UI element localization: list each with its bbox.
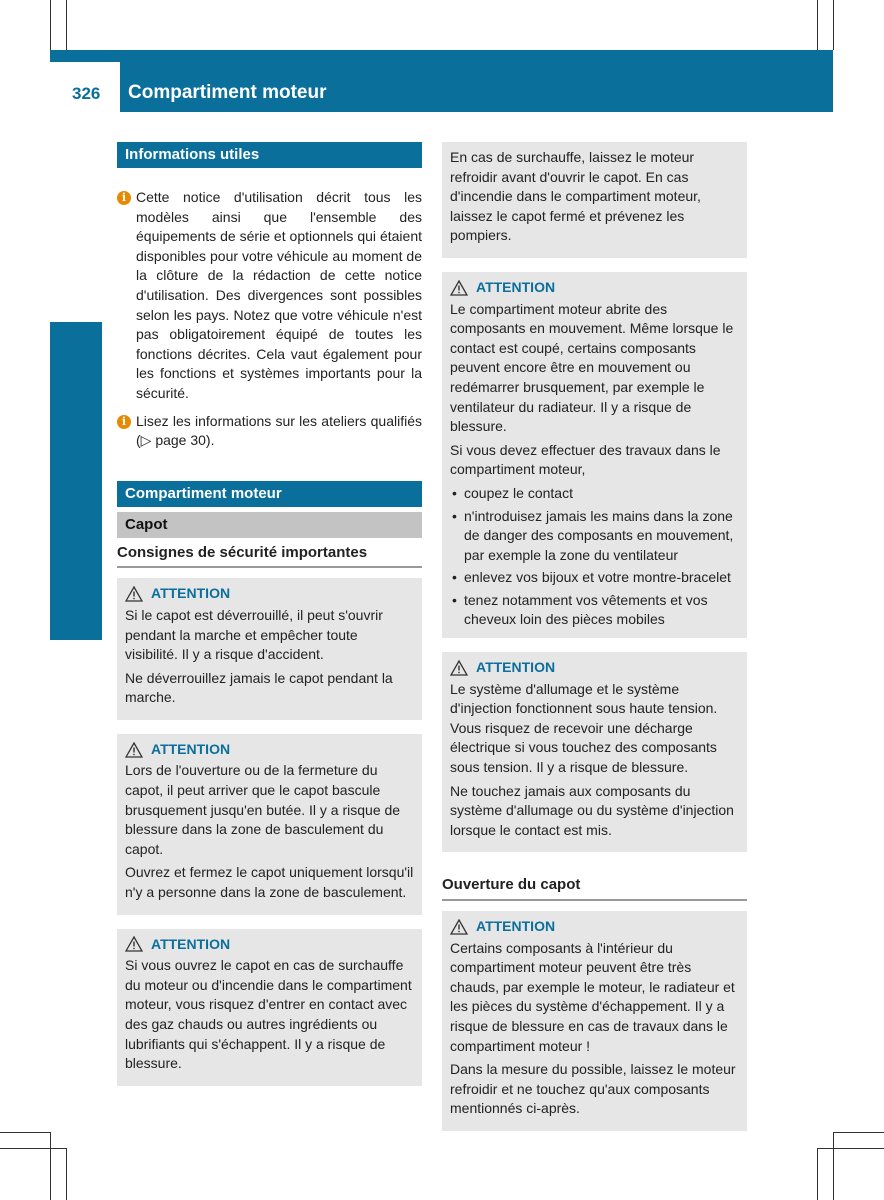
warning-title: ATTENTION: [151, 585, 231, 602]
warning-title: ATTENTION: [151, 935, 231, 952]
warning-header: [450, 278, 739, 298]
warning-header: [450, 917, 739, 937]
crop-mark: [0, 1148, 66, 1149]
warning-triangle-icon: [125, 586, 143, 602]
list-item: • tenez notamment vos vêtements et vos cheveux loin des pièces mobiles: [450, 591, 739, 630]
crop-mark: [817, 0, 818, 50]
warning-triangle-icon: [125, 936, 143, 952]
warning-text: Si vous devez effectuer des travaux dans le compartiment moteur,: [450, 441, 721, 478]
crop-mark: [50, 0, 51, 50]
warning-triangle-icon: [450, 280, 468, 296]
info-item-text: Cette notice d'utilisation décrit tous les modèles ainsi que l'ensemble des équipements de série et optionnels qui étaient disponibles pour votre véhicule au moment de la clôture de la rédaction de cette notice d'utilisation. Des divergences sont possibles selon les pays. Notez que votre véhicule n'est pas obligatoirement équipé de toutes les fonctions décrites. Cela vaut également pour les fonctions et systèmes importants pour la sécurité.: [136, 189, 422, 401]
warning-text: Dans la mesure du possible, laissez le moteur refroidir et ne touchez qu'aux composants mentionnés ci-après.: [450, 1061, 736, 1117]
info-icon: i: [117, 191, 131, 205]
warning-header: [125, 584, 414, 604]
warning-text: Le système d'allumage et le système d'injection fonctionnent sous haute tension. Vous risquez de recevoir une décharge électrique si vous touchez des composants sous tension. Il y a risque de blessure.: [450, 680, 718, 776]
info-icon: i: [117, 415, 131, 429]
right-column: [442, 142, 747, 1131]
info-heading: Informations utiles: [117, 142, 422, 168]
section-heading: Compartiment moteur: [117, 481, 422, 507]
list-item: • n'introduisez jamais les mains dans la zone de danger des composants en mouvement, par exemple la zone du ventilateur: [450, 507, 739, 566]
page-title: Compartiment moteur: [128, 82, 327, 103]
warning-text: Ne déverrouillez jamais le capot pendant la marche.: [125, 669, 393, 706]
warning-box: [442, 272, 747, 638]
warning-triangle-icon: [450, 660, 468, 676]
subhead-safety: Consignes de sécurité importantes: [117, 538, 422, 569]
subhead-opening: Ouverture du capot: [442, 870, 747, 901]
crop-mark: [817, 1148, 818, 1200]
continuation-box: [442, 142, 747, 258]
warning-triangle-icon: [450, 919, 468, 935]
warning-text: Le compartiment moteur abrite des composants en mouvement. Même lorsque le contact est coupé, certains composants peuvent encore être en mouvement ou redémarrer brusquement, par exemple le ventilateur du radiateur. Il y a risque de blessure.: [450, 300, 734, 435]
list-item: • coupez le contact: [450, 484, 739, 504]
crop-mark: [833, 0, 834, 50]
crop-mark: [833, 1132, 834, 1200]
crop-mark: [0, 1132, 50, 1133]
warning-text: Certains composants à l'intérieur du compartiment moteur peuvent être très chauds, par exemple le moteur, le radiateur et les pièces du système d'échappement. Il y a risque de blessure en cas de travaux dans le compartiment moteur !: [450, 939, 735, 1054]
left-column: [117, 142, 422, 1086]
warning-title: ATTENTION: [151, 740, 231, 757]
warning-text: Lors de l'ouverture ou de la fermeture du capot, il peut arriver que le capot bascule brusquement jusqu'en butée. Il y a risque de blessure dans la zone de basculement du capot.: [125, 762, 401, 857]
info-item-text: Lisez les informations sur les ateliers qualifiés (▷ page 30).: [136, 412, 422, 449]
warning-text: Si le capot est déverrouillé, il peut s'ouvrir pendant la marche et empêcher toute visibilité. Il y a risque d'accident.: [125, 606, 383, 663]
warning-title: ATTENTION: [476, 659, 556, 676]
info-item: [117, 188, 422, 404]
crop-mark: [50, 1132, 51, 1200]
crop-mark: [833, 1132, 884, 1133]
warning-header: [125, 740, 414, 760]
list-item: • enlevez vos bijoux et votre montre-bracelet: [450, 568, 739, 588]
crop-mark: [66, 1148, 67, 1200]
warning-triangle-icon: [125, 742, 143, 758]
warning-title: ATTENTION: [476, 918, 556, 934]
info-item: [117, 412, 422, 451]
side-tab-label: Maintenance et entretien: [65, 350, 86, 574]
crop-mark: [66, 0, 67, 50]
warning-box: [442, 652, 747, 852]
warning-box: [442, 911, 747, 1131]
warning-text: Ne touchez jamais aux composants du système d'allumage ou du système d'injection lorsque le contact est mis.: [450, 782, 734, 838]
crop-mark: [817, 1148, 884, 1149]
warning-text: Ouvrez et fermez le capot uniquement lorsqu'il n'y a personne dans la zone de basculement.: [125, 864, 414, 901]
warning-header: [125, 935, 414, 955]
warning-box: [117, 578, 422, 720]
subsection-heading: Capot: [117, 512, 422, 538]
warning-box: [117, 929, 422, 1086]
bullet-list: [450, 484, 739, 630]
warning-box: [117, 734, 422, 915]
warning-header: [450, 658, 739, 678]
warning-text: En cas de surchauffe, laissez le moteur refroidir avant d'ouvrir le capot. En cas d'incendie dans le compartiment moteur, laissez le capot fermé et prévenez les pompiers.: [450, 149, 701, 244]
page-number: 326: [72, 84, 101, 103]
warning-title: ATTENTION: [476, 278, 556, 295]
warning-text: Si vous ouvrez le capot en cas de surchauffe du moteur ou d'incendie dans le compartiment moteur, vous risquez d'entrer en contact avec des gaz chauds ou autres ingrédients ou lubrifiants qui s'échappent. Il y a risque de blessure.: [125, 957, 412, 1072]
